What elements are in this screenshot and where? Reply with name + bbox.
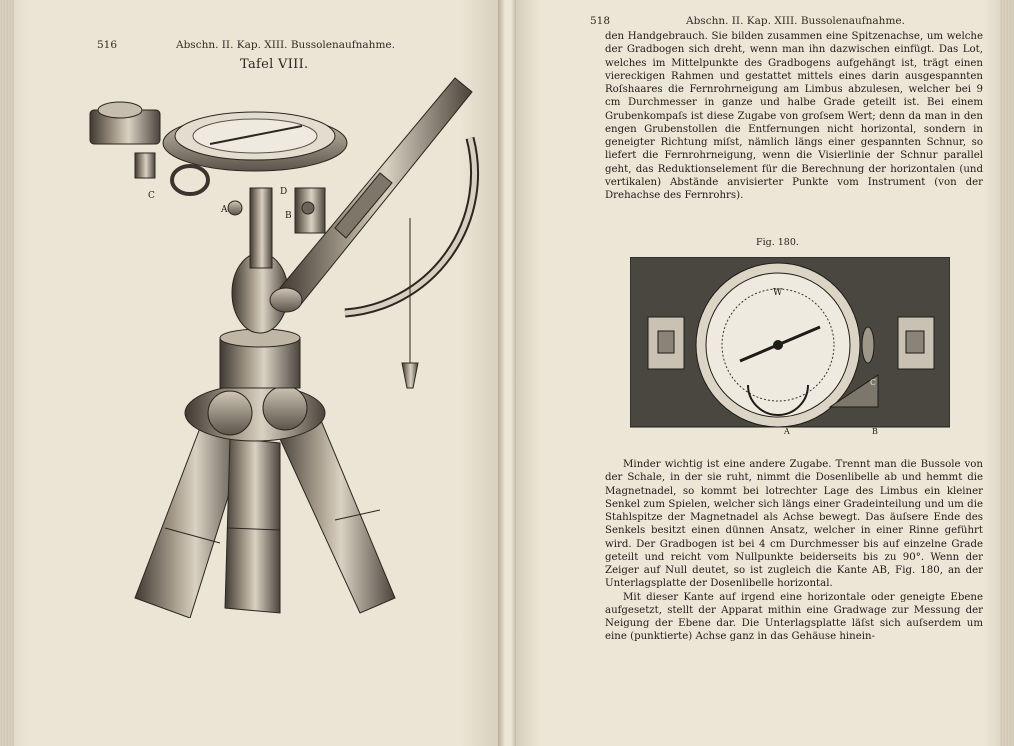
figure-label: C xyxy=(148,191,155,201)
figure-label: B xyxy=(872,427,878,435)
page-edge xyxy=(0,0,14,746)
plate-title: Tafel VIII. xyxy=(240,57,309,72)
text-block xyxy=(605,458,983,644)
right-page xyxy=(516,0,1014,746)
page-number: 518 xyxy=(590,15,611,27)
page-number: 516 xyxy=(97,39,118,51)
figure-label: B xyxy=(285,211,292,221)
compass-figure-180 xyxy=(630,257,950,435)
paragraph: den Handgebrauch. Sie bilden zusammen eine Spitzenachse, um welche der Gradbogen sich dreht, wenn man ihn dazwischen einfügt. Das Lot, welches im Mittelpunkte des Gradbogens aufgehängt ist, trägt einen viereckigen Rahmen und gestattet mittels eines darin ausgespannten Roſshaares die Fernrohrneigung am Limbus abzulesen, welcher bei 9 cm Durchmesser in ganze und halbe Grade geteilt ist. Bei einem Grubenkompaſs ist diese Zugabe von groſsem Wert; denn da man in den engen Grubenstollen die Entfernungen nicht horizontal, sondern in geneigter Richtung miſst, nämlich längs einer gespannten Schnur, so liefert die Fernrohrneigung, wenn die Visierlinie der Schnur parallel geht, das Reduktionselement für die Berechnung der horizontalen (und vertikalen) Abstände anvisierter Punkte vom Instrument (von der Drehachse des Fernrohrs). xyxy=(605,31,983,201)
figure-label: A xyxy=(221,205,228,215)
running-head: Abschn. II. Kap. XIII. Bussolenaufnahme. xyxy=(176,39,395,51)
paragraph: Mit dieser Kante auf irgend eine horizontale oder geneigte Ebene aufgesetzt, stellt der Apparat mithin eine Gradwage zur Messung der Neigung der Ebene dar. Die Unterlagsplatte läſst sich auſserdem um eine (punktierte) Achse ganz in das Gehäuse hinein- xyxy=(605,591,983,643)
figure-label: D xyxy=(280,187,288,197)
running-head: Abschn. II. Kap. XIII. Bussolenaufnahme. xyxy=(686,15,905,27)
text-block xyxy=(605,30,983,202)
figure-label: C xyxy=(870,378,877,387)
figure-label: W xyxy=(773,288,783,298)
figure-caption: Fig. 180. xyxy=(756,237,799,248)
page-edge xyxy=(1000,0,1014,746)
paragraph: Minder wichtig ist eine andere Zugabe. Trennt man die Bussole von der Schale, in der sie ruht, nimmt die Dosenlibelle ab und hemmt die Magnetnadel, so kommt bei lotrechter Lage des Limbus ein kleiner Senkel zum Spielen, welcher sich längs einer Gradeinteilung und um die Stahlspitze der Magnetnadel als Achse bewegt. Das äuſsere Ende des Senkels besitzt einen dünnen Ansatz, welcher in einer Rinne geführt wird. Der Gradbogen ist bei 4 cm Durchmesser bis auf einzelne Grade geteilt und reicht vom Nullpunkte beiderseits bis zu 90°. Wenn der Zeiger auf Null deutet, so ist zugleich die Kante AB, Fig. 180, an der Unterlagsplatte der Dosenlibelle horizontal. xyxy=(605,459,983,590)
figure-label: A xyxy=(784,427,790,435)
left-page xyxy=(0,0,500,746)
surveying-compass-illustration xyxy=(80,58,480,618)
book-gutter xyxy=(498,0,518,746)
